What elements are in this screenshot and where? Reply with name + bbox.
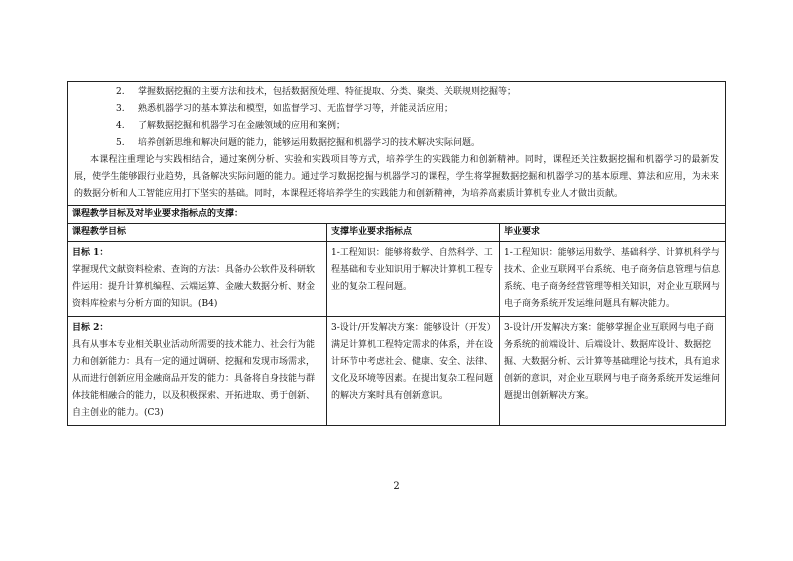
list-item: [74, 135, 719, 152]
intro-cell: [68, 82, 726, 206]
list-text: 了解数据挖掘和机器学习在金融领域的应用和案例；: [138, 121, 346, 131]
list-number: 2.: [116, 87, 125, 97]
goal-title: 目标 1：: [72, 248, 109, 258]
list-text: 掌握数据挖掘的主要方法和技术，包括数据预处理、特征提取、分类、聚类、关联规则挖掘等；: [138, 87, 517, 97]
page-number: 2: [393, 481, 400, 492]
intro-row: [68, 82, 726, 206]
list-number: 5.: [116, 138, 125, 148]
intro-paragraph: 本课程注重理论与实践相结合，通过案例分析、实验和实践项目等方式，培养学生的实践能力和创新精神。同时，课程还关注数据挖掘和机器学习的最新发展，使学生能够跟行业趋势，具备解决实际问题的能力。通过学习数据挖掘与机器学习的课程，学生将掌握数据挖掘和机器学习的基本原理、算法和应用，为未来的数据分析和人工智能应用打下坚实的基础。同时，本课程还将培养学生的实践能力和创新精神，为培养高素质计算机专业人才做出贡献。: [74, 155, 719, 199]
indicator-cell: 1-工程知识：能够将数学、自然科学、工程基础和专业知识用于解决计算机工程专业的复杂工程问题。: [327, 242, 500, 317]
list-text: 培养创新思维和解决问题的能力，能够运用数据挖掘和机器学习的技术解决实际问题。: [138, 138, 481, 148]
goal-title: 目标 2：: [72, 323, 109, 333]
list-item: [74, 101, 719, 118]
goal-text: 掌握现代文献资料检索、查询的方法：具备办公软件及科研软件运用：提升计算机编程、云端运算、金融大数据分析、财金资料库检索与分析方面的知识。(B4): [72, 265, 316, 309]
indicator-cell: 3-设计/开发解决方案：能够设计（开发）满足计算机工程特定需求的体系，并在设计环节中考虑社会、健康、安全、法律、文化及环境等因素。在提出复杂工程问题的解决方案时具有创新意识。: [327, 317, 500, 426]
requirement-cell: 3-设计/开发解决方案：能够掌握企业互联网与电子商务系统的前端设计、后端设计、数据库设计、数据挖掘、大数据分析、云计算等基础理论与技术，具有追求创新的意识，对企业互联网与电子商务系统开发运维问题提出创新解决方案。: [500, 317, 726, 426]
header-goal: 课程教学目标: [68, 224, 327, 242]
requirement-cell: 1-工程知识：能够运用数学、基础科学、计算机科学与技术、企业互联网平台系统、电子商务信息管理与信息系统、电子商务经营管理等相关知识，对企业互联网与电子商务系统开发运维问题具有解决能力。: [500, 242, 726, 317]
goal-cell: [68, 317, 327, 426]
header-indicator: 支撑毕业要求指标点: [327, 224, 500, 242]
list-item: [74, 84, 719, 101]
goal-text: 具有从事本专业相关职业活动所需要的技术能力、社会行为能力和创新能力：具有一定的通过调研、挖掘和发现市场需求，从而进行创新应用金融商品开发的能力：具备将自身技能与群体技能相融合的能力，以及积极探索、开拓进取、勇于创新、自主创业的能力。(C3): [72, 340, 316, 418]
list-number: 3.: [116, 104, 125, 114]
section-title-row: [68, 206, 726, 224]
section-title: 课程教学目标及对毕业要求指标点的支撑：: [68, 206, 726, 224]
goal-cell: [68, 242, 327, 317]
list-text: 熟悉机器学习的基本算法和模型，如监督学习、无监督学习等，并能灵活应用；: [138, 104, 454, 114]
table-header-row: [68, 224, 726, 242]
table-row: [68, 317, 726, 426]
course-table: [67, 81, 726, 426]
list-number: 4.: [116, 121, 125, 131]
document-page: [67, 81, 725, 426]
list-item: [74, 118, 719, 135]
header-requirement: 毕业要求: [500, 224, 726, 242]
table-row: [68, 242, 726, 317]
